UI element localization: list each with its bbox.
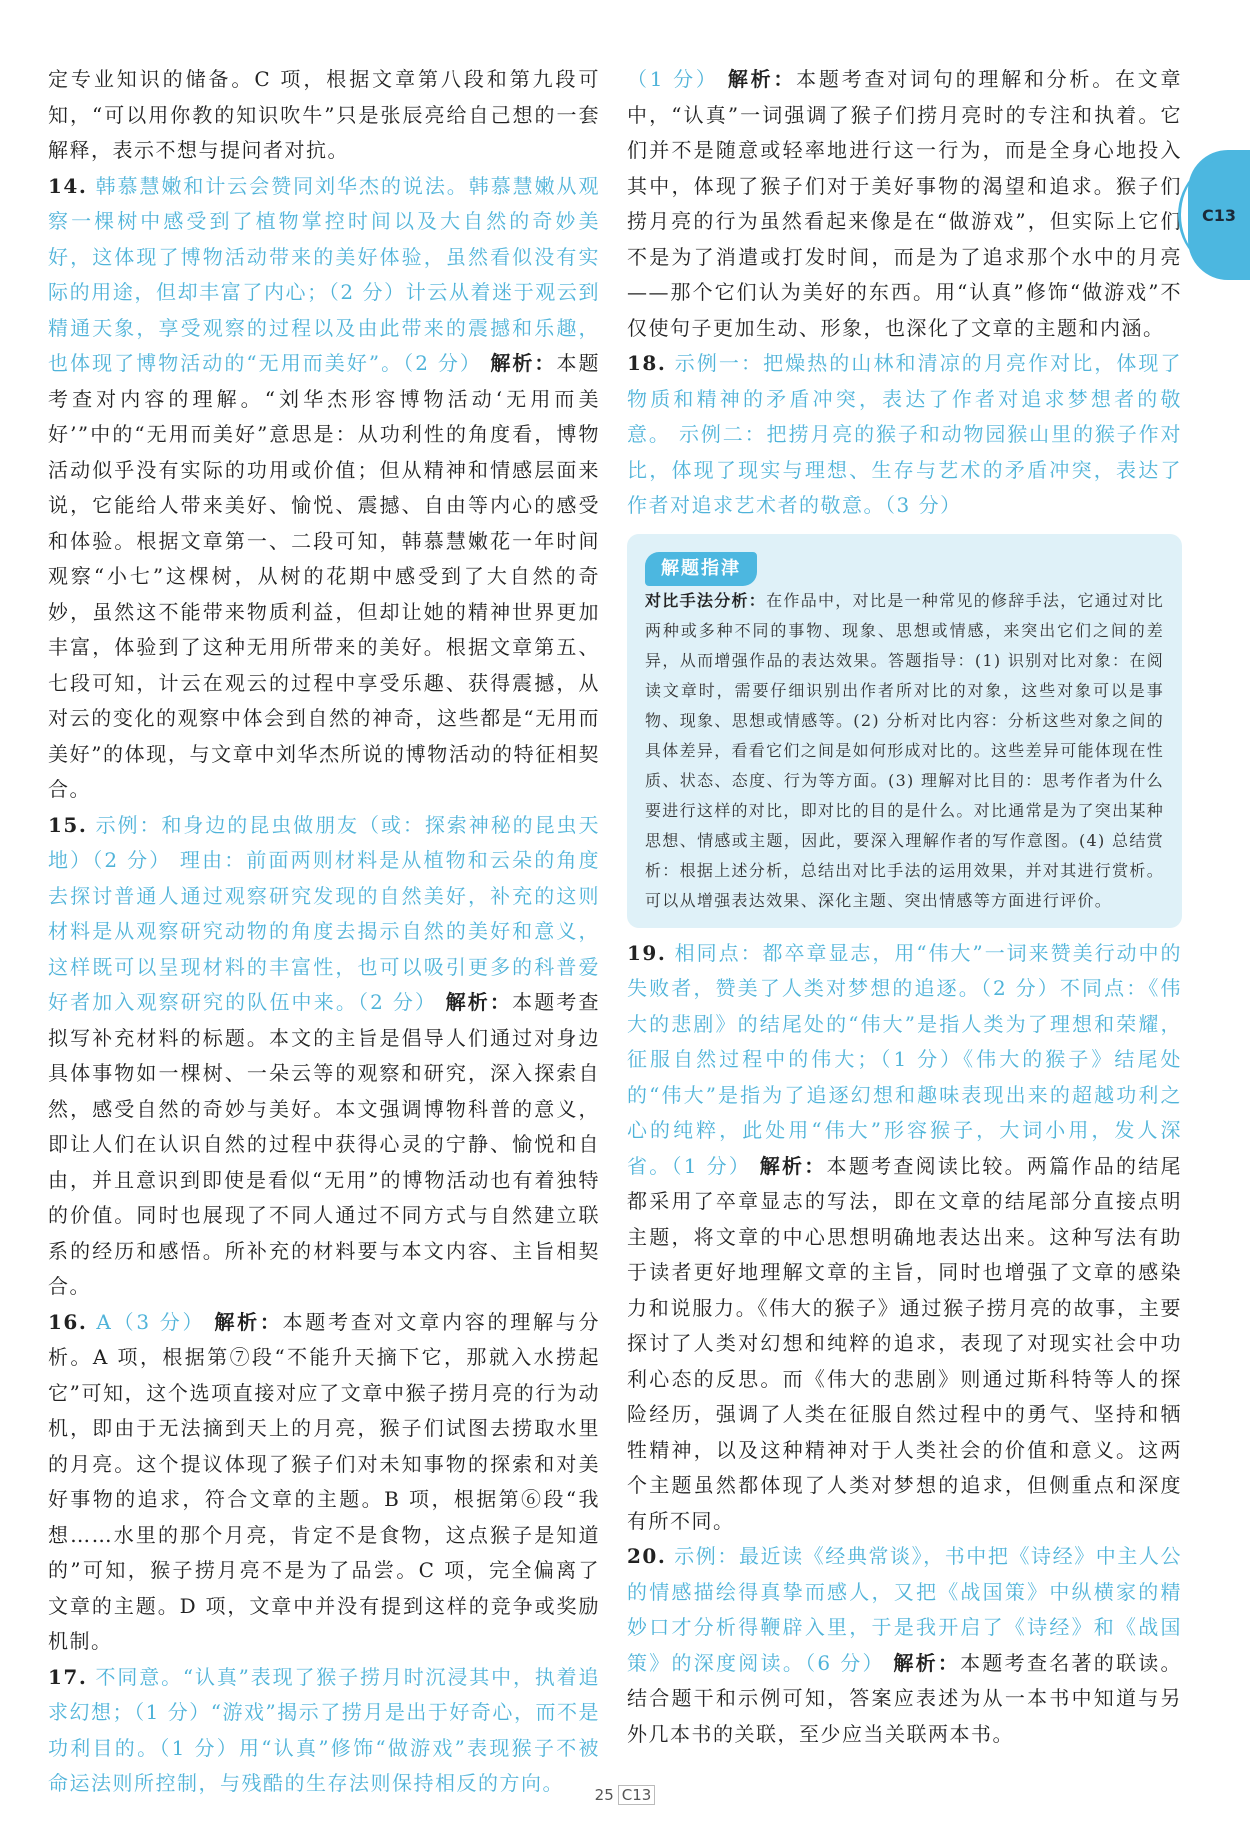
tip-header: 解题指津: [645, 552, 757, 586]
answer-text: （1 分）: [627, 67, 719, 91]
analysis-label: 解析：: [214, 1309, 283, 1334]
side-tab: [1188, 150, 1250, 280]
page-code: C13: [618, 1785, 656, 1805]
analysis-label: 解析：: [490, 351, 557, 375]
analysis-text: 本题考查对文章内容的理解与分析。A 项，根据第⑦段“不能升天摘下它，那就入水捞起它”可知，这个选项直接对应了文章中猴子捞月亮的行为动机，即由于无法摘到天上的月亮，猴子们试图去捞取水里的月亮。这个提议体现了猴子们对未知事物的探索和对美好事物的追求，符合文章的主题。B 项，根据第⑥段“我想……水里的那个月亮，肯定不是食物，这点猴子是知道的”可知，猴子捞月亮不是为了品尝。C 项，完全偏离了文章的主题。D 项，文章中并没有提到这样的竞争或奖励机制。: [48, 1309, 601, 1653]
tip-content: [645, 586, 1164, 916]
answer-text: 示例一：把燥热的山林和清凉的月亮作对比，体现了物质和精神的矛盾冲突，表达了作者对追求梦想者的敬意。 示例二：把捞月亮的猴子和动物园猴山里的猴子作对比，体现了现实与理想、生存与艺术的矛盾冲突，表达了作者对追求艺术者的敬意。（3 分）: [627, 351, 1183, 517]
answer-block: 16. A（3 分） 解析：本题考查对文章内容的理解与分析。A 项，根据第⑦段“不能升天摘下它，那就入水捞起它”可知，这个选项直接对应了文章中猴子捞月亮的行为动机，即由于无法摘到天上的月亮，猴子们试图去捞取水里的月亮。这个提议体现了猴子们对未知事物的探索和对美好事物的追求，符合文章的主题。B 项，根据第⑥段“我想……水里的那个月亮，肯定不是食物，这点猴子是知道的”可知，猴子捞月亮不是为了品尝。C 项，完全偏离了文章的主题。D 项，文章中并没有提到这样的竞争或奖励机制。: [48, 1309, 601, 1653]
answer-text: 不同意。“认真”表现了猴子捞月时沉浸其中，执着追求幻想；（1 分）“游戏”揭示了捞月是出于好奇心，而不是功利目的。（1 分）用“认真”修饰“做游戏”表现猴子不被命运法则所控制，与残酷的生存法则保持相反的方向。: [48, 1664, 601, 1795]
left-column: [48, 62, 600, 1802]
page-number: 25: [594, 1786, 614, 1804]
analysis-text: 本题考查阅读比较。两篇作品的结尾都采用了卒章显志的写法，即在文章的结尾部分直接点明主题，将文章的中心思想明确地表达出来。这种写法有助于读者更好地理解文章的主旨，同时也增强了文章的感染力和说服力。《伟大的猴子》通过猴子捞月亮的故事，主要探讨了人类对幻想和纯粹的追求，表现了对现实社会中功利心态的反思。而《伟大的悲剧》则通过斯科特等人的探险经历，强调了人类在征服自然过程中的勇气、坚持和牺牲精神，以及这种精神对于人类社会的价值和意义。这两个主题虽然都体现了人类对梦想的追求，但侧重点和深度有所不同。: [627, 1153, 1183, 1533]
answer-block: 18. 示例一：把燥热的山林和清凉的月亮作对比，体现了物质和精神的矛盾冲突，表达了作者对追求梦想者的敬意。 示例二：把捞月亮的猴子和动物园猴山里的猴子作对比，体现了现实与理想、生存与艺术的矛盾冲突，表达了作者对追求艺术者的敬意。（3 分）: [627, 351, 1183, 517]
analysis-text: 本题考查对内容的理解。“刘华杰形容博物活动‘无用而美好’”中的“无用而美好”意思是：从功利性的角度看，博物活动似乎没有实际的功用或价值；但从精神和情感层面来说，它能给人带来美好、愉悦、震撼、自由等内心的感受和体验。根据文章第一、二段可知，韩慕慧嫩花一年时间观察“小七”这棵树，从树的花期中感受到了大自然的奇妙，虽然这不能带来物质利益，但却让她的精神世界更加丰富，体验到了这种无用所带来的美好。根据文章第五、七段可知，计云在观云的过程中享受乐趣、获得震撼，从对云的变化的观察中体会到自然的神奇，这些都是“无用而美好”的体现，与文章中刘华杰所说的博物活动的特征相契合。: [48, 351, 601, 801]
tip-box: [627, 534, 1182, 928]
answer-block: 定专业知识的储备。C 项，根据文章第八段和第九段可知，“可以用你教的知识吹牛”只是张辰亮给自己想的一套解释，表示不想与提问者对抗。: [48, 67, 600, 162]
analysis-text: 本题考查对词句的理解和分析。在文章中，“认真”一词强调了猴子们捞月亮时的专注和执着。它们并不是随意或轻率地进行这一行为，而是全身心地投入其中，体现了猴子们对于美好事物的渴望和追求。猴子们捞月亮的行为虽然看起来像是在“做游戏”，但实际上它们不是为了消遣或打发时间，而是为了追求那个水中的月亮——那个它们认为美好的东西。用“认真”修饰“做游戏”不仅使句子更加生动、形象，也深化了文章的主题和内涵。: [627, 67, 1183, 340]
answer-text: 示例：和身边的昆虫做朋友（或：探索神秘的昆虫天地）（2 分） 理由：前面两则材料是从植物和云朵的角度去探讨普通人通过观察研究发现的自然美好，补充的这则材料是从观察研究动物的角度去揭示自然的美好和意义，这样既可以呈现材料的丰富性，也可以吸引更多的科普爱好者加入观察研究的队伍中来。（2 分）: [48, 812, 601, 1014]
analysis-text: 本题考查拟写补充材料的标题。本文的主旨是倡导人们通过对身边具体事物如一棵树、一朵云等的观察和研究，深入探索自然，感受自然的奇妙与美好。本文强调博物科普的意义，即让人们在认识自然的过程中获得心灵的宁静、愉悦和自由，并且意识到即使是看似“无用”的博物活动也有着独特的价值。同时也展现了不同人通过不同方式与自然建立联系的经历和感悟。所补充的材料要与本文内容、主旨相契合。: [48, 990, 601, 1298]
page-footer: [0, 1786, 1250, 1804]
tip-body: 在作品中，对比是一种常见的修辞手法，它通过对比两种或多种不同的事物、现象、思想或情感，来突出它们之间的差异，从而增强作品的表达效果。答题指导：(1) 识别对比对象：在阅读文章时，需要仔细识别出作者所对比的对象，这些对象可以是事物、现象、思想或情感等。(2) 分析对比内容：分析这些对象之间的具体差异，看看它们之间是如何形成对比的。这些差异可能体现在性质、状态、态度、行为等方面。(3) 理解对比目的：思考作者为什么要进行这样的对比，即对比的目的是什么。对比通常是为了突出某种思想、情感或主题，因此，要深入理解作者的写作意图。(4) 总结赏析：根据上述分析，总结出对比手法的运用效果，并对其进行赏析。可以从增强表达效果、深化主题、突出情感等方面进行评价。: [645, 590, 1165, 910]
side-tab-label: C13: [1202, 205, 1237, 225]
answer-text: A（3 分）: [96, 1309, 206, 1334]
answer-text: 相同点：都卒章显志，用“伟大”一词来赞美行动中的失败者，赞美了人类对梦想的追逐。（2 分）不同点：《伟大的悲剧》的结尾处的“伟大”是指人类为了理想和荣耀，征服自然过程中的伟大；（1 分）《伟大的猴子》结尾处的“伟大”是指为了追逐幻想和趣味表现出来的超越功利之心的纯粹，此处用“伟大”形容猴子，大词小用，发人深省。（1 分）: [627, 940, 1183, 1178]
answer-block: 17. 不同意。“认真”表现了猴子捞月时沉浸其中，执着追求幻想；（1 分）“游戏”揭示了捞月是出于好奇心，而不是功利目的。（1 分）用“认真”修饰“做游戏”表现猴子不被命运法则所控制，与残酷的生存法则保持相反的方向。: [48, 1664, 601, 1795]
analysis-label: 解析：: [727, 67, 797, 91]
answer-text: 示例：最近读《经典常谈》，书中把《诗经》中主人公的情感描绘得真挚而感人，又把《战国策》中纵横家的精妙口才分析得鞭辟入里，于是我开启了《诗经》和《战国策》的深度阅读。（6 分）: [627, 1544, 1183, 1675]
analysis-label: 解析：: [893, 1650, 961, 1675]
answer-block: [627, 62, 1182, 346]
analysis-label: 解析：: [445, 990, 513, 1014]
answer-block: 20. 示例：最近读《经典常谈》，书中把《诗经》中主人公的情感描绘得真挚而感人，又把《战国策》中纵横家的精妙口才分析得鞭辟入里，于是我开启了《诗经》和《战国策》的深度阅读。（6 分） 解析：本题考查名著的联读。结合题干和示例可知，答案应表述为从一本书中知道与另外几本书的关联，至少应当关联两本书。: [627, 1544, 1183, 1746]
right-column: [627, 62, 1182, 1752]
answer-block: 14. 韩慕慧嫩和计云会赞同刘华杰的说法。韩慕慧嫩从观察一棵树中感受到了植物掌控时间以及大自然的奇妙美好，这体现了博物活动带来的美好体验，虽然看似没有实际的用途，但却丰富了内心；（2 分）计云从着迷于观云到精通天象，享受观察的过程以及由此带来的震撼和乐趣，也体现了博物活动的“无用而美好”。（2 分） 解析：本题考查对内容的理解。“刘华杰形容博物活动‘无用而美好’”中的“无用而美好”意思是：从功利性的角度看，博物活动似乎没有实际的功用或价值；但从精神和情感层面来说，它能给人带来美好、愉悦、震撼、自由等内心的感受和体验。根据文章第一、二段可知，韩慕慧嫩花一年时间观察“小七”这棵树，从树的花期中感受到了大自然的奇妙，虽然这不能带来物质利益，但却让她的精神世界更加丰富，体验到了这种无用所带来的美好。根据文章第五、七段可知，计云在观云的过程中享受乐趣、获得震撼，从对云的变化的观察中体会到自然的神奇，这些都是“无用而美好”的体现，与文章中刘华杰所说的博物活动的特征相契合。: [48, 173, 601, 801]
analysis-label: 解析：: [759, 1153, 827, 1178]
answer-text: 韩慕慧嫩和计云会赞同刘华杰的说法。韩慕慧嫩从观察一棵树中感受到了植物掌控时间以及大自然的奇妙美好，这体现了博物活动带来的美好体验，虽然看似没有实际的用途，但却丰富了内心；（2 分）计云从着迷于观云到精通天象，享受观察的过程以及由此带来的震撼和乐趣，也体现了博物活动的“无用而美好”。（2 分）: [48, 173, 601, 375]
analysis-text: 本题考查名著的联读。结合题干和示例可知，答案应表述为从一本书中知道与另外几本书的关联，至少应当关联两本书。: [627, 1650, 1183, 1746]
tip-title: 对比手法分析：: [645, 590, 767, 610]
answer-block: 19. 相同点：都卒章显志，用“伟大”一词来赞美行动中的失败者，赞美了人类对梦想的追逐。（2 分）不同点：《伟大的悲剧》的结尾处的“伟大”是指人类为了理想和荣耀，征服自然过程中的伟大；（1 分）《伟大的猴子》结尾处的“伟大”是指为了追逐幻想和趣味表现出来的超越功利之心的纯粹，此处用“伟大”形容猴子，大词小用，发人深省。（1 分） 解析：本题考查阅读比较。两篇作品的结尾都采用了卒章显志的写法，即在文章的结尾部分直接点明主题，将文章的中心思想明确地表达出来。这种写法有助于读者更好地理解文章的主旨，同时也增强了文章的感染力和说服力。《伟大的猴子》通过猴子捞月亮的故事，主要探讨了人类对幻想和纯粹的追求，表现了对现实社会中功利心态的反思。而《伟大的悲剧》则通过斯科特等人的探险经历，强调了人类在征服自然过程中的勇气、坚持和牺牲精神，以及这种精神对于人类社会的价值和意义。这两个主题虽然都体现了人类对梦想的追求，但侧重点和深度有所不同。: [627, 940, 1183, 1533]
answer-block: 15. 示例：和身边的昆虫做朋友（或：探索神秘的昆虫天地）（2 分） 理由：前面两则材料是从植物和云朵的角度去探讨普通人通过观察研究发现的自然美好，补充的这则材料是从观察研究动物的角度去揭示自然的美好和意义，这样既可以呈现材料的丰富性，也可以吸引更多的科普爱好者加入观察研究的队伍中来。（2 分） 解析：本题考查拟写补充材料的标题。本文的主旨是倡导人们通过对身边具体事物如一棵树、一朵云等的观察和研究，深入探索自然，感受自然的奇妙与美好。本文强调博物科普的意义，即让人们在认识自然的过程中获得心灵的宁静、愉悦和自由，并且意识到即使是看似“无用”的博物活动也有着独特的价值。同时也展现了不同人通过不同方式与自然建立联系的经历和感悟。所补充的材料要与本文内容、主旨相契合。: [48, 812, 601, 1298]
